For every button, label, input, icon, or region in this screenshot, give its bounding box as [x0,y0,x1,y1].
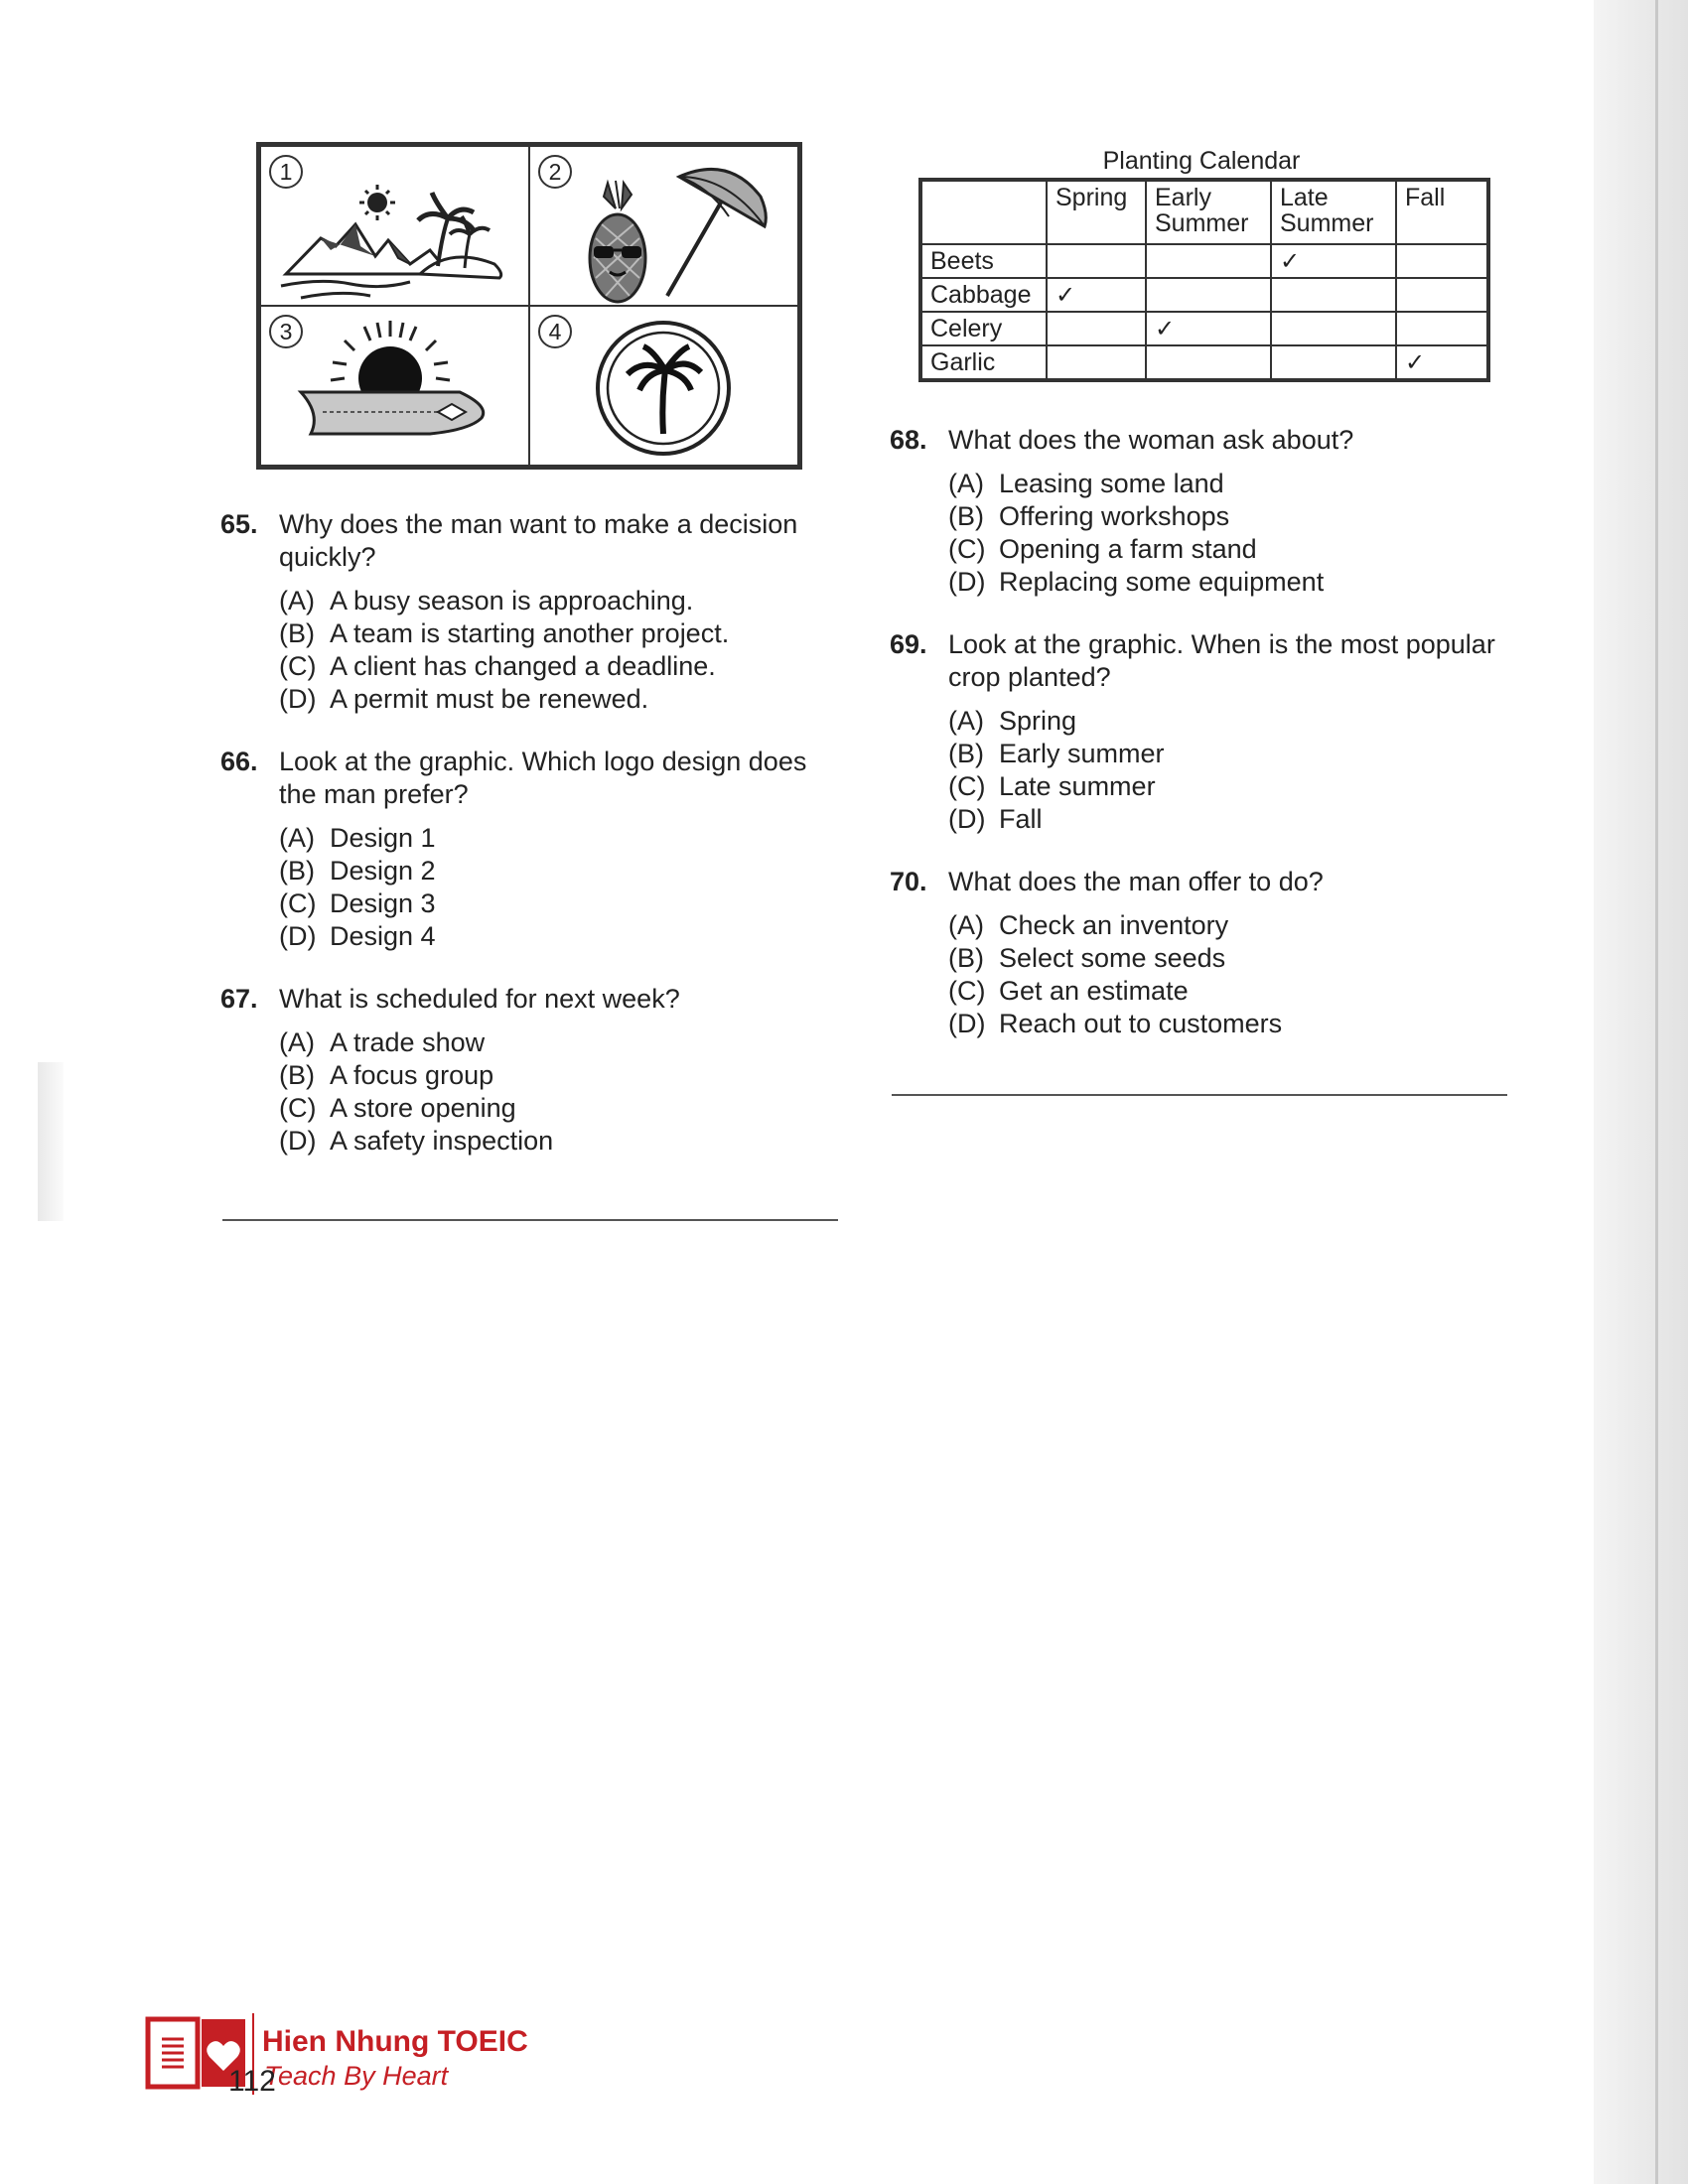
table-corner-cell [920,180,1047,244]
answer-option[interactable]: (C) Opening a farm stand [948,534,1257,564]
question-text: Look at the graphic. Which logo design does the man prefer? [279,747,807,809]
section-divider [892,1094,1507,1096]
question-number: 65. [220,509,258,539]
answer-option[interactable]: (D) Design 4 [279,921,436,951]
answer-option[interactable]: (B) Design 2 [279,856,436,886]
answer-option[interactable]: (D) A permit must be renewed. [279,684,649,714]
palm-tree-circle-icon [530,307,798,468]
column-header: Early Summer [1146,180,1271,244]
brand-name: Hien Nhung TOEIC [262,2025,528,2058]
check-mark: ✓ [1047,278,1146,312]
table-row [920,312,1488,345]
table-header-row [920,180,1488,244]
design-number: 2 [538,155,572,189]
question-65 [220,508,826,716]
logo-design-figure [256,142,802,470]
calendar-title: Planting Calendar [1102,147,1301,175]
logo-design-4 [529,306,798,466]
question-text: Look at the graphic. When is the most popular crop planted? [948,629,1495,692]
answer-option[interactable]: (B) Select some seeds [948,943,1226,973]
question-number: 66. [220,747,258,776]
crop-name: Celery [920,312,1047,345]
question-66 [220,746,826,953]
design-number: 1 [269,155,303,189]
check-mark: ✓ [1271,244,1396,278]
crop-name: Beets [920,244,1047,278]
answer-option[interactable]: (C) Design 3 [279,888,436,918]
answer-option[interactable]: (A) Spring [948,706,1077,736]
logo-design-3 [260,306,529,466]
answer-option[interactable]: (D) Reach out to customers [948,1009,1283,1038]
question-number: 68. [890,425,927,455]
scan-page-edge [1594,0,1688,2184]
question-67 [220,983,826,1158]
mountains-island-icon [261,147,529,308]
question-text: What does the woman ask about? [948,425,1354,455]
answer-option[interactable]: (C) A store opening [279,1093,516,1123]
answer-option[interactable]: (B) Early summer [948,739,1165,768]
check-mark: ✓ [1396,345,1488,380]
page-number: 112 [228,2065,276,2098]
answer-option[interactable]: (D) A safety inspection [279,1126,554,1156]
logo-design-2 [529,146,798,306]
answer-option[interactable]: (B) A team is starting another project. [279,618,730,648]
table-row [920,244,1488,278]
answer-option[interactable]: (A) Check an inventory [948,910,1229,940]
planting-calendar-table [918,178,1490,382]
answer-option[interactable]: (D) Replacing some equipment [948,567,1325,597]
left-question-column [220,508,826,1158]
answer-option[interactable]: (C) Late summer [948,771,1156,801]
column-header: Fall [1396,180,1488,244]
answer-option[interactable]: (A) A trade show [279,1027,486,1057]
design-number: 4 [538,315,572,348]
crop-name: Garlic [920,345,1047,380]
answer-option[interactable]: (B) Offering workshops [948,501,1230,531]
answer-option[interactable]: (A) Leasing some land [948,469,1224,498]
scan-smudge [38,1062,64,1221]
question-69 [890,628,1525,836]
question-number: 70. [890,867,927,896]
question-text: What is scheduled for next week? [279,984,680,1014]
question-68 [890,424,1525,599]
column-header: Spring [1047,180,1146,244]
answer-option[interactable]: (A) Design 1 [279,823,436,853]
question-number: 69. [890,629,927,659]
logo-design-1 [260,146,529,306]
column-header: Late Summer [1271,180,1396,244]
question-text: What does the man offer to do? [948,867,1324,896]
section-divider [222,1219,838,1221]
check-mark: ✓ [1146,312,1271,345]
crop-name: Cabbage [920,278,1047,312]
sunset-surfboard-icon [261,307,529,468]
question-number: 67. [220,984,258,1014]
question-70 [890,866,1525,1040]
question-text: Why does the man want to make a decision quickly? [279,509,798,572]
table-row [920,278,1488,312]
answer-option[interactable]: (B) A focus group [279,1060,494,1090]
answer-option[interactable]: (A) A busy season is approaching. [279,586,694,615]
design-number: 3 [269,315,303,348]
answer-option[interactable]: (C) Get an estimate [948,976,1189,1006]
pineapple-umbrella-icon [530,147,798,308]
brand-tagline: Teach By Heart [264,2061,449,2091]
answer-option[interactable]: (C) A client has changed a deadline. [279,651,716,681]
table-row [920,345,1488,380]
right-question-column [890,424,1525,1040]
answer-option[interactable]: (D) Fall [948,804,1043,834]
